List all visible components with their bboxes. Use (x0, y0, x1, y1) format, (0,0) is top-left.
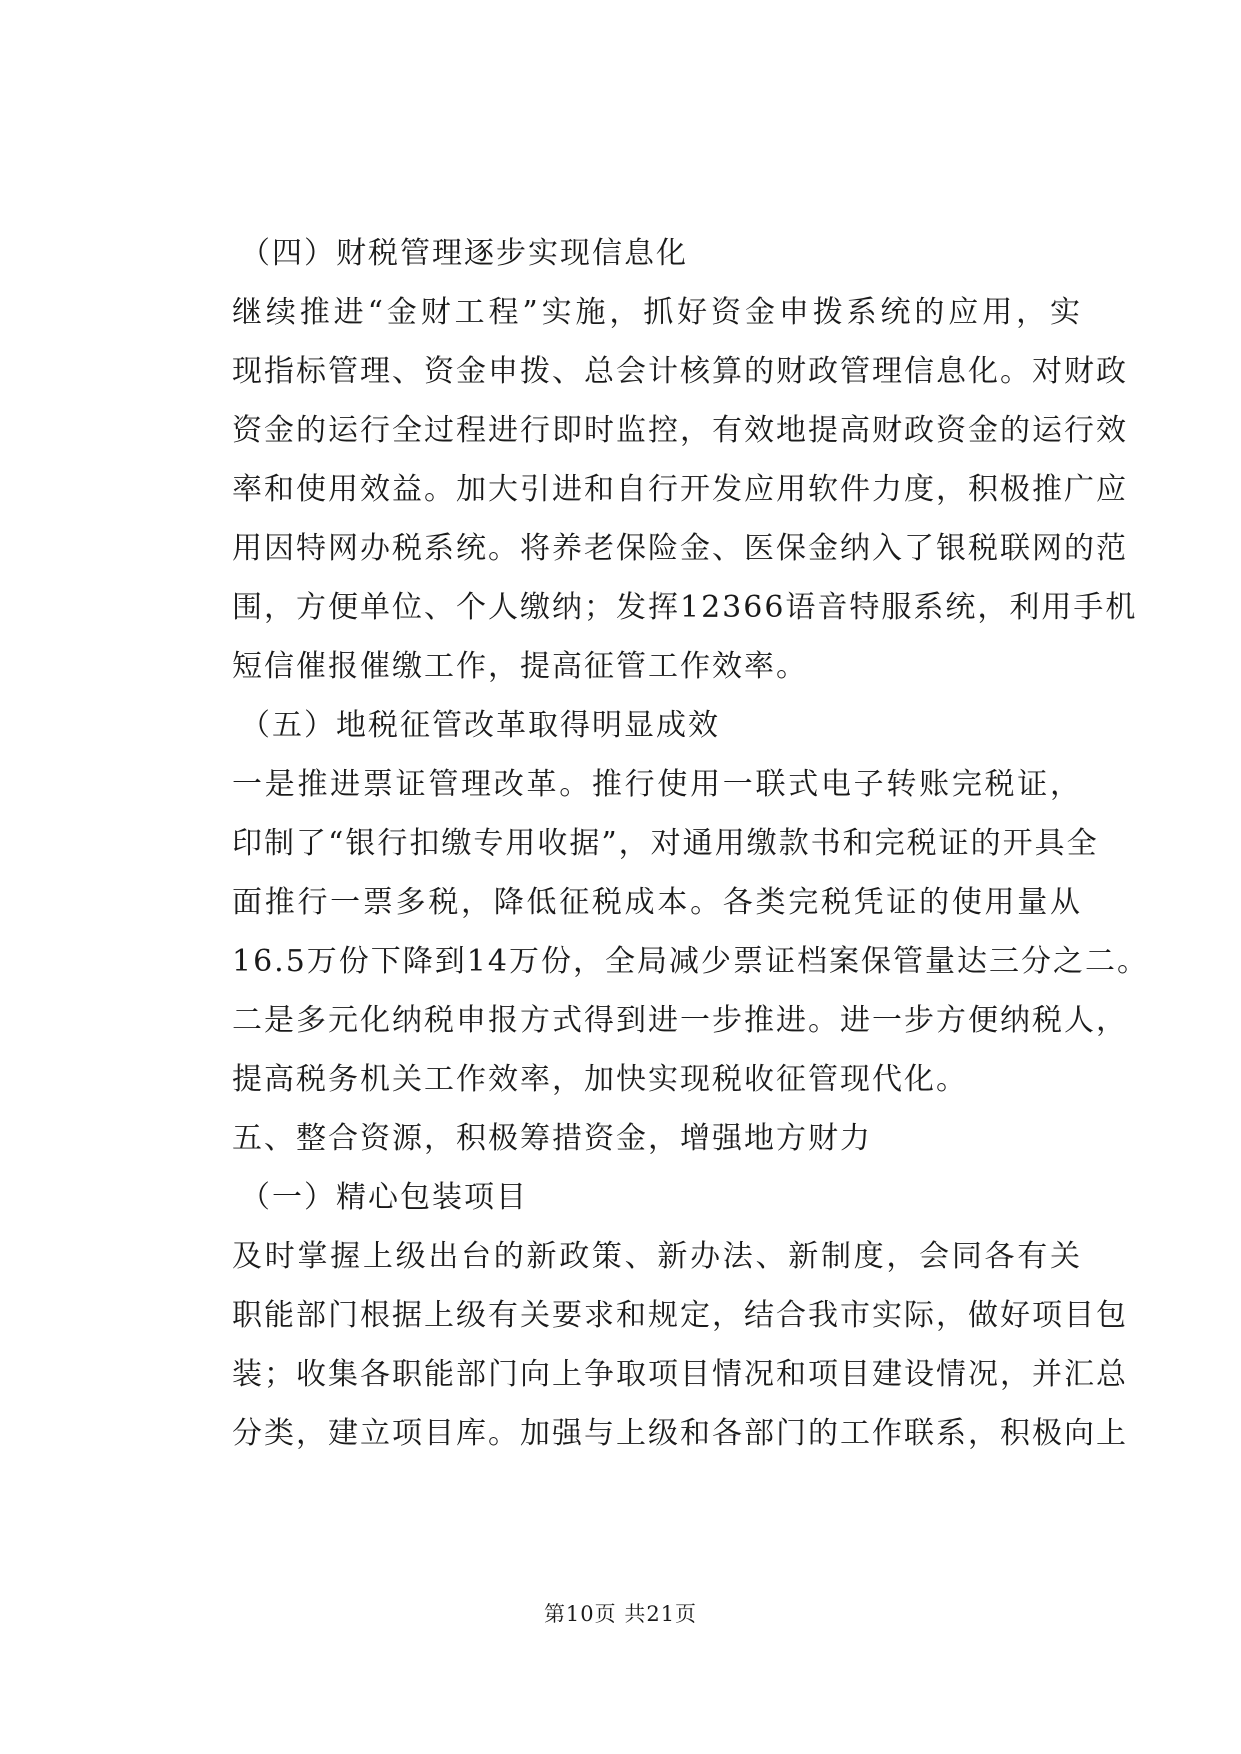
paragraph-line: 分类，建立项目库。加强与上级和各部门的工作联系，积极向上 (232, 1416, 1128, 1451)
paragraph-line: 现指标管理、资金申拨、总会计核算的财政管理信息化。对财政 (232, 354, 1128, 389)
section-heading-1: （一）精心包装项目 (240, 1180, 528, 1215)
paragraph-line: 资金的运行全过程进行即时监控，有效地提高财政资金的运行效 (232, 413, 1128, 448)
paragraph-line: 一是推进票证管理改革。推行使用一联式电子转账完税证， (232, 767, 1082, 802)
paragraph-line: 及时掌握上级出台的新政策、新办法、新制度，会同各有关 (232, 1239, 1082, 1274)
paragraph-line: 短信催报催缴工作，提高征管工作效率。 (232, 649, 808, 684)
section-heading-4: （四）财税管理逐步实现信息化 (240, 236, 688, 271)
paragraph-line: 16.5万份下降到14万份，全局减少票证档案保管量达三分之二。 (232, 944, 1149, 979)
paragraph-line: 二是多元化纳税申报方式得到进一步推进。进一步方便纳税人， (232, 1003, 1128, 1038)
section-heading-5: （五）地税征管改革取得明显成效 (240, 708, 720, 743)
paragraph-line: 继续推进“金财工程”实施，抓好资金申拨系统的应用，实 (232, 295, 1082, 330)
paragraph-line: 面推行一票多税，降低征税成本。各类完税凭证的使用量从 (232, 885, 1082, 920)
paragraph-line: 装；收集各职能部门向上争取项目情况和项目建设情况，并汇总 (232, 1357, 1128, 1392)
paragraph-line: 用因特网办税系统。将养老保险金、医保金纳入了银税联网的范 (232, 531, 1128, 566)
paragraph-line: 围，方便单位、个人缴纳；发挥12366语音特服系统，利用手机 (232, 590, 1138, 625)
chapter-heading-5: 五、整合资源，积极筹措资金，增强地方财力 (232, 1121, 872, 1156)
paragraph-line: 印制了“银行扣缴专用收据”，对通用缴款书和完税证的开具全 (232, 826, 1099, 861)
document-body (232, 224, 1149, 1463)
paragraph-line: 职能部门根据上级有关要求和规定，结合我市实际，做好项目包 (232, 1298, 1128, 1333)
page-footer: 第10页 共21页 (543, 1602, 698, 1626)
paragraph-line: 提高税务机关工作效率，加快实现税收征管现代化。 (232, 1062, 968, 1097)
paragraph-line: 率和使用效益。加大引进和自行开发应用软件力度，积极推广应 (232, 472, 1128, 507)
